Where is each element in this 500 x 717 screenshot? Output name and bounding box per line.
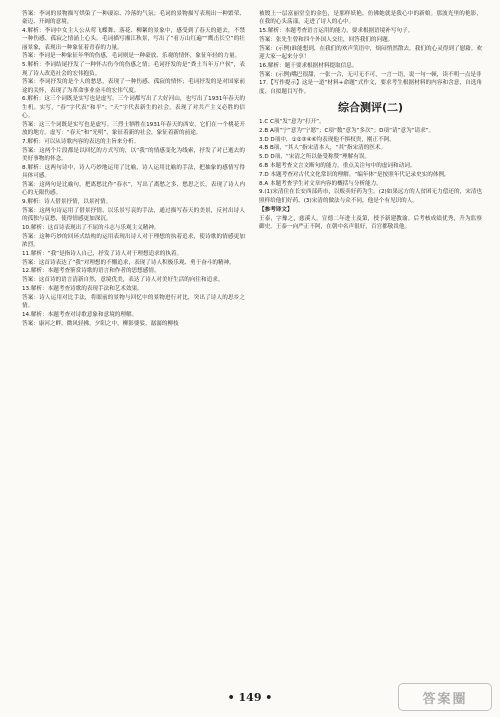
answer-paragraph: 2.B A项“宁”意为“宁愿”；C项“数”意为“多次”；D项“请”意为“请求”。 <box>259 127 435 134</box>
answer-paragraph: 答案：(示例)嘴巴很甜，一张一合，无可无不可，一言一语，说一句一顿，读不明一点是非 <box>259 71 482 78</box>
answer-paragraph: 15.解析：本题考查语言运用的能力，要求根据语境补写句子。 <box>259 28 414 35</box>
answer-paragraph: 8.A 本题考查学生对文章内容的概括与分析能力。 <box>259 180 382 187</box>
answer-paragraph: 6.B 本题考查文言文断句的能力，重点关注句中的虚词和动词。 <box>259 162 416 169</box>
answer-paragraph: 9.(1)宋清住在长安西部药市，以贩卖好药为生。(2)如果远方的人贫困无力偿还的，宋清也照样给他们好药。(3)宋清的做法与众不同，他是个有见识的人。 <box>259 189 482 204</box>
answer-paragraph: 3.D D项中，①②③④⑥均表现他不惧权贵，刚正不阿。 <box>259 136 395 143</box>
answer-paragraph: 6.解析：这三个词既是实写也是虚写。三个词都写出了大好河山，也写出了1931年春天的生机。实写，“春”字代表“和平”；“天”字代表新生的社会，表现了对共产主义必胜的信心。 <box>22 96 245 120</box>
answer-paragraph: 7.解析：可以从诗歌内容的表达的主旨来分析。 <box>22 138 140 145</box>
answer-paragraph: 答案：这首诗表达了“我”对理想的不懈追求，表现了诗人积极乐观、勇于奋斗的精神。 <box>22 259 235 266</box>
answer-paragraph: 答案：这三个词既是实写也是虚写。三烈士牺牲在1931年春天的西安，它们在一个桃花开放的地方。虚写：“春天”和“光明”，象征着新的社会，象征着新的前途。 <box>22 121 245 137</box>
answer-paragraph: 5.解析：李词结尾抒发了一种怀古伤今的伤感之情；毛词抒发的是“粪土当年万户侯”，表现了诗人改造社会的宏伟抱负。 <box>22 62 245 77</box>
answer-paragraph: 王泰，字豫之，慈溪人。宣德二年进士及第，授予新建教谕。后考核成绩优秀，升为监察御史。王泰一向严正不阿，在朝中名声很好，百官都敬畏他。 <box>259 215 482 231</box>
answer-paragraph: 17.【写作提示】这是一道“材料+命题”式作文，要求考生根据材料的内容和含意，自选角度、自拟题目写作。 <box>259 80 482 95</box>
answer-paragraph: 9.解析：诗人借景抒情，以景衬情。 <box>22 199 112 206</box>
answer-paragraph: 答案：李词是一种象征年华的伤感，毛词则是一种豪放、乐观的情怀，象征年轻的力量。 <box>22 53 241 60</box>
answer-paragraph: 答案：张先生曾和四个外国人交往，回答我们的问题。 <box>259 36 394 43</box>
answer-paragraph: 答案：康河之畔，微风轻拂，夕阳之中，柳影婆娑，潺潺的柳枝 <box>22 320 179 327</box>
answer-paragraph: 答案：这种巧妙的回环式结构的运用表现出诗人对于理想的执着追求，使诗歌的情感更加浓烈。 <box>22 233 245 249</box>
answer-paragraph: 5.D D项，“宋清之所以备受称赞”理解有误。 <box>259 154 371 161</box>
answer-paragraph: 1.C C项“发”意为“打开”。 <box>259 118 325 125</box>
answer-paragraph: 12.解析：本题考查鉴赏诗歌的语言和作者的思想感情。 <box>22 268 160 275</box>
reference-translation-heading: 【参考译文】 <box>259 206 293 213</box>
watermark-logo <box>398 683 492 711</box>
right-column <box>259 10 482 690</box>
answer-paragraph: 8.解析：这两句诗中，诗人巧妙地运用了比喻，诗人运用比喻的手法，把抽象的感情写得具体可感。 <box>22 164 245 180</box>
answer-paragraph: 答案：李词的景物描写烘染了一种凄凉、冷落的气氛；毛词的景物描写表现出一种繁荣、豪迈、开阔的意境。 <box>22 11 245 26</box>
answer-paragraph: 10.解析：这首诗表现出了不屈的斗志与乐观主义精神。 <box>22 224 160 231</box>
answer-page <box>22 10 482 690</box>
left-column <box>22 10 245 690</box>
answer-paragraph: 7.D 本题考查对古代文化常识的理解。“编年体”是按照年代记录史实的体例。 <box>259 171 450 178</box>
answer-paragraph: 答案：李词抒发的是个人的愁思，表现了一种伤感、孤寂的情怀；毛词抒发的是对国家前途的关怀，表现了为革命事业奋斗的宏伟气度。 <box>22 79 245 94</box>
answer-paragraph: 11.解析：“我”是指诗人自己，抒发了诗人对于理想追求的执着。 <box>22 250 183 257</box>
answer-paragraph: 被镀上一层富丽堂皇的金色，是那样妖艳，仿佛她就是我心中的新娘。那波光里的艳影，在我的心头荡漾，走进了诗人的心中。 <box>259 11 482 26</box>
answer-paragraph: 4.解析：李词中女主人公从莺飞蝶舞、落花、柳絮的景象中，感受到了春天的逝去，不禁一种伤感、孤寂之情涌上心头。毛词描写湘江秋景，写出了“看万山红遍”“鹰击长空”的壮丽景象，表现出一种象征着青春的力量。 <box>22 28 245 51</box>
answer-paragraph: 4.B B项，“其人”指宋清本人，“其”指宋清的医术。 <box>259 145 387 152</box>
page-number: • 149 • <box>227 691 273 704</box>
watermark-text: 答案圈 <box>422 691 468 707</box>
answer-paragraph: 答案：这首诗的语言清新自然，意境优美，表达了诗人对美好生活的向往和追求。 <box>22 277 224 284</box>
answer-paragraph: 答案：(示例)谁能想到，在我们的欢声笑语中，烦闷悄然散去，我们的心灵得到了慰藉。欢迎大家一起来分享！ <box>259 45 482 60</box>
answer-paragraph: 13.解析：本题考查诗歌的表现手法和艺术效果。 <box>22 286 143 292</box>
answer-paragraph: 16.解析：题干要求根据材料提取信息。 <box>259 62 358 69</box>
answer-paragraph: 答案：诗人运用对比手法，将眼前的景物与回忆中的景物进行对比，突出了诗人的思乡之情。 <box>22 294 245 310</box>
answer-paragraph: 答案：这两句是比喻句，把离愁比作“春水”，写出了离愁之多、愁思之长，表现了诗人内心的无限伤感。 <box>22 181 245 197</box>
section-title: 综合测评(二) <box>337 100 404 114</box>
answer-paragraph: 答案：这两个片段都是以回忆的方式写的，以“我”的情感变化为线索，抒发了对已逝去的美好事物的怀念。 <box>22 147 245 163</box>
answer-paragraph: 14.解析：本题考查对诗歌意象和意境的理解。 <box>22 311 138 318</box>
answer-paragraph: 答案：这两句诗运用了借景抒情、以乐景写哀的手法，通过描写春天的美景，反衬出诗人的孤独与哀愁，使得情感更加深沉。 <box>22 207 245 223</box>
